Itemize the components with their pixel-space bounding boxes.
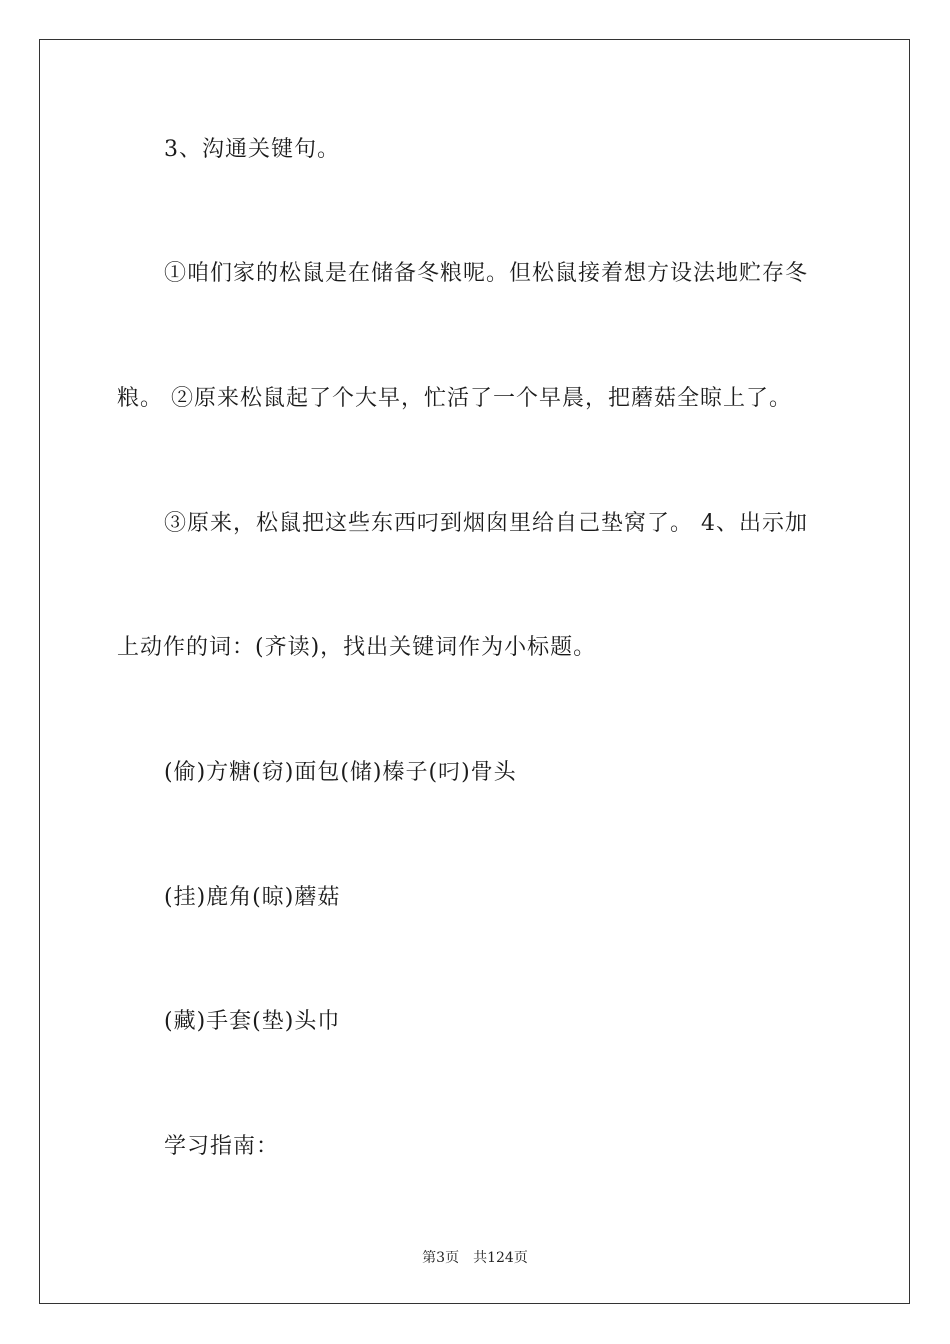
paragraph-line: ①咱们家的松鼠是在储备冬粮呢。但松鼠接着想方设法地贮存冬 — [164, 261, 809, 286]
paragraph-line: 上动作的词：(齐读)，找出关键词作为小标题。 — [117, 635, 597, 660]
paragraph-line: (偷)方糖(窃)面包(储)榛子(叼)骨头 — [164, 760, 517, 785]
paragraph-line: (挂)鹿角(晾)蘑菇 — [164, 885, 341, 910]
paragraph-line: 学习指南： — [164, 1134, 280, 1159]
paragraph-line: 3、沟通关键句。 — [164, 137, 340, 162]
paragraph-line: (藏)手套(垫)头巾 — [164, 1009, 341, 1034]
current-page-number: 第3页 — [422, 1250, 460, 1266]
total-page-count: 共124页 — [473, 1250, 528, 1266]
paragraph-line: 粮。 ②原来松鼠起了个大早，忙活了一个早晨，把蘑菇全晾上了。 — [117, 386, 792, 411]
page-footer — [0, 1248, 950, 1268]
paragraph-line: ③原来，松鼠把这些东西叼到烟囱里给自己垫窝了。 4、出示加 — [164, 511, 808, 536]
page-border — [39, 39, 910, 1304]
